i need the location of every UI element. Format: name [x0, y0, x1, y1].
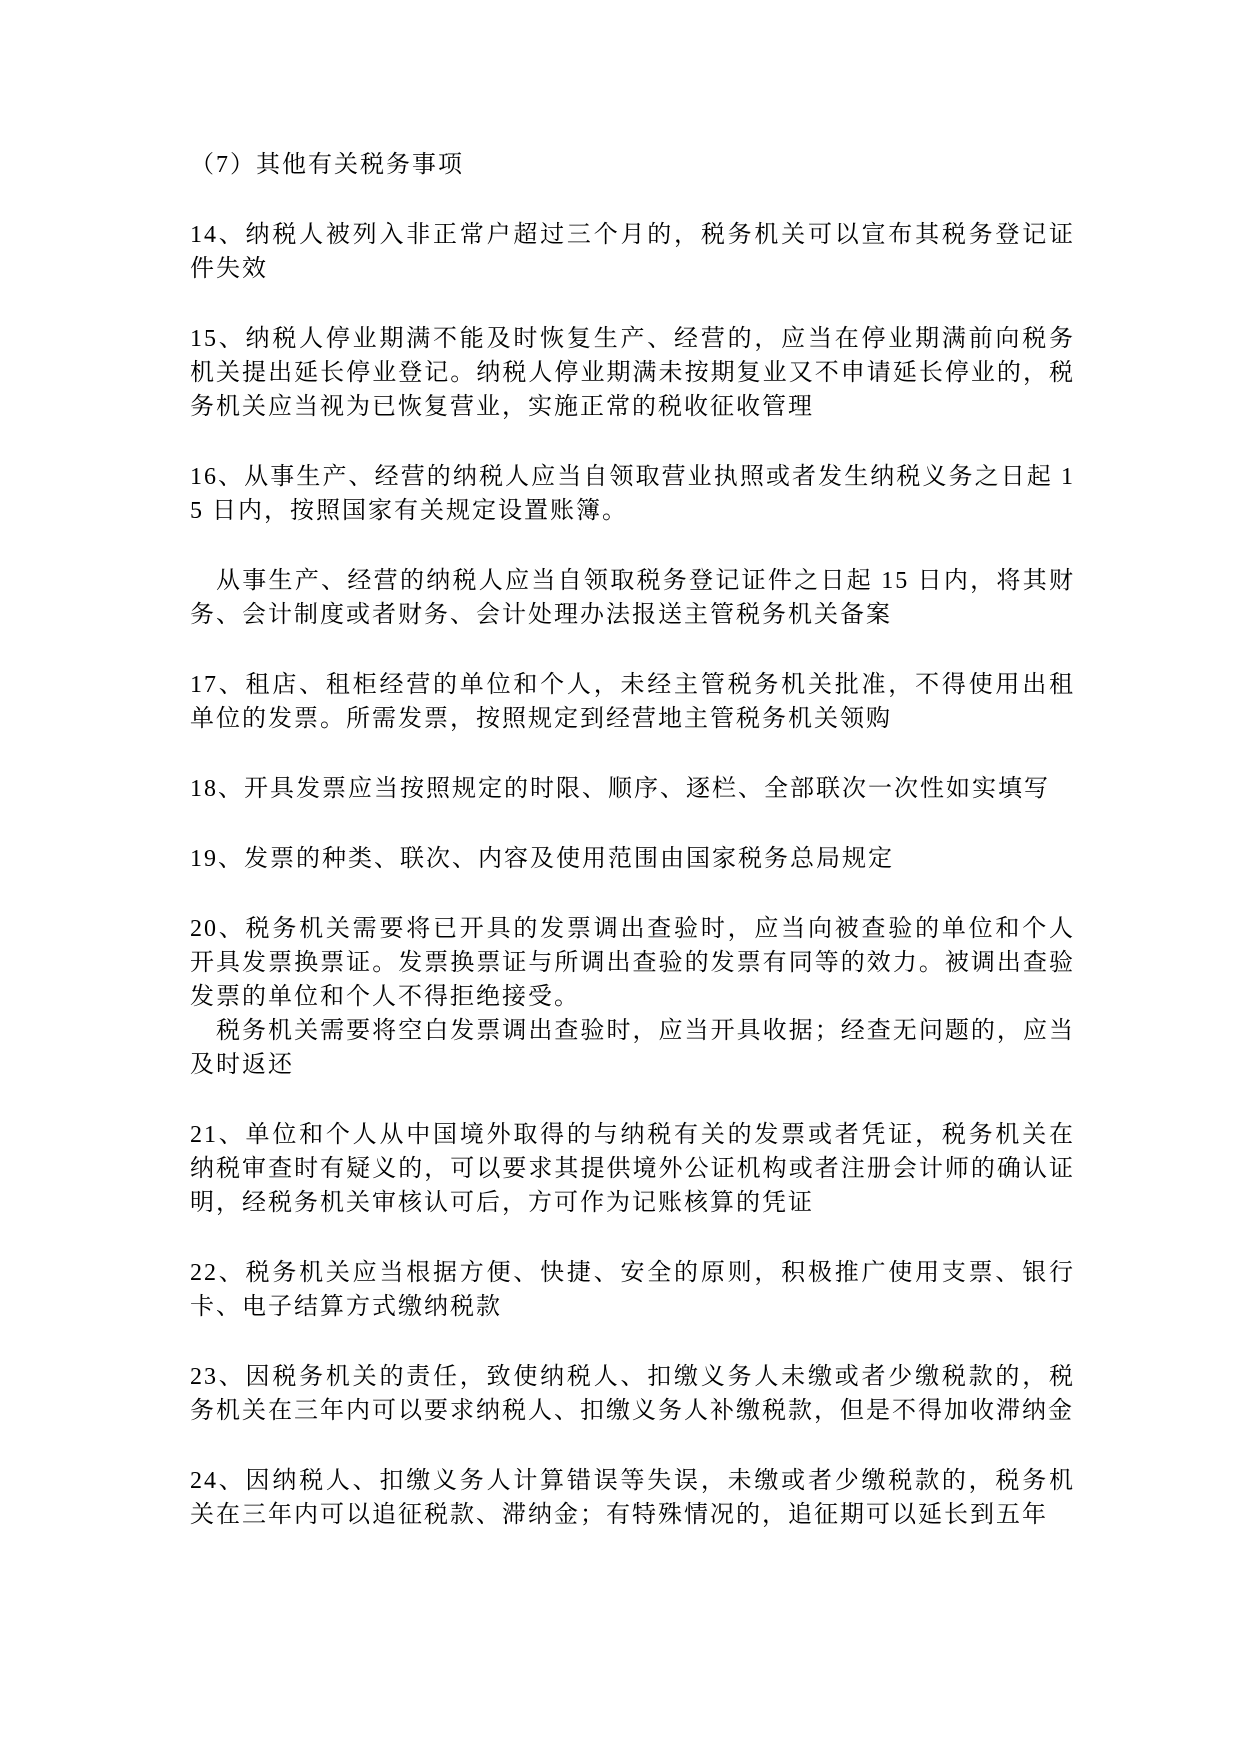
- list-item-15: 15、纳税人停业期满不能及时恢复生产、经营的，应当在停业期满前向税务机关提出延长停业登记。纳税人停业期满未按期复业又不申请延长停业的，税务机关应当视为已恢复营业，实施正常的税收征收管理: [190, 326, 1075, 420]
- list-item-16-continuation: 从事生产、经营的纳税人应当自领取税务登记证件之日起 15 日内，将其财务、会计制度或者财务、会计处理办法报送主管税务机关备案: [190, 568, 1075, 628]
- list-item-20-continuation: 税务机关需要将空白发票调出查验时，应当开具收据；经查无问题的，应当及时返还: [190, 1018, 1075, 1078]
- list-item-21: 21、单位和个人从中国境外取得的与纳税有关的发票或者凭证，税务机关在纳税审查时有疑义的，可以要求其提供境外公证机构或者注册会计师的确认证明，经税务机关审核认可后，方可作为记账核算的凭证: [190, 1122, 1075, 1216]
- list-item-22: 22、税务机关应当根据方便、快捷、安全的原则，积极推广使用支票、银行卡、电子结算方式缴纳税款: [190, 1260, 1075, 1320]
- list-item-14: 14、纳税人被列入非正常户超过三个月的，税务机关可以宣布其税务登记证件失效: [190, 222, 1075, 282]
- list-item-23: 23、因税务机关的责任，致使纳税人、扣缴义务人未缴或者少缴税款的，税务机关在三年内可以要求纳税人、扣缴义务人补缴税款，但是不得加收滞纳金: [190, 1364, 1075, 1424]
- list-item-24: 24、因纳税人、扣缴义务人计算错误等失误，未缴或者少缴税款的，税务机关在三年内可以追征税款、滞纳金；有特殊情况的，追征期可以延长到五年: [190, 1468, 1075, 1528]
- list-item-20: 20、税务机关需要将已开具的发票调出查验时，应当向被查验的单位和个人开具发票换票证。发票换票证与所调出查验的发票有同等的效力。被调出查验发票的单位和个人不得拒绝接受。: [190, 916, 1075, 1010]
- list-item-19: 19、发票的种类、联次、内容及使用范围由国家税务总局规定: [190, 846, 894, 872]
- list-item-18: 18、开具发票应当按照规定的时限、顺序、逐栏、全部联次一次性如实填写: [190, 776, 1050, 802]
- list-item-17: 17、租店、租柜经营的单位和个人，未经主管税务机关批准，不得使用出租单位的发票。所需发票，按照规定到经营地主管税务机关领购: [190, 672, 1075, 732]
- list-item-16: 16、从事生产、经营的纳税人应当自领取营业执照或者发生纳税义务之日起 15 日内，按照国家有关规定设置账簿。: [190, 464, 1075, 524]
- section-heading-7: （7）其他有关税务事项: [190, 152, 464, 178]
